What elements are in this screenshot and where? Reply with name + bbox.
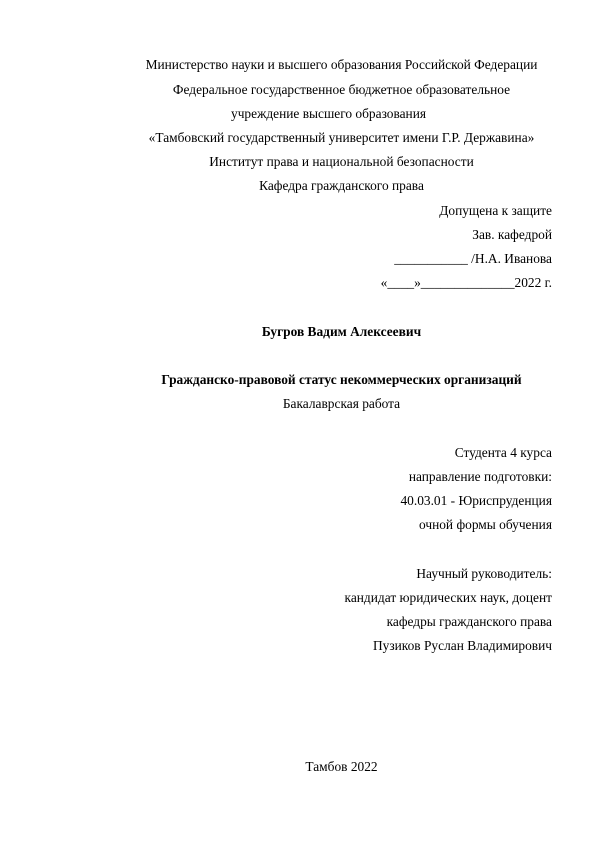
author-name: Бугров Вадим Алексеевич bbox=[261, 324, 422, 339]
student-course: Студента 4 курса bbox=[454, 445, 552, 460]
work-title: Гражданско-правовой статус некоммерческих организаций bbox=[161, 372, 522, 387]
work-type: Бакалаврская работа bbox=[282, 396, 401, 411]
student-direction: 40.03.01 - Юриспруденция bbox=[400, 493, 552, 508]
approval-date: «____»______________2022 г. bbox=[380, 275, 552, 290]
ministry-line: Министерство науки и высшего образования Российской Федерации bbox=[145, 57, 538, 72]
approval-head: Зав. кафедрой bbox=[472, 227, 552, 242]
university-name: «Тамбовский государственный университет имени Г.Р. Державина» bbox=[148, 130, 535, 145]
approval-admitted: Допущена к защите bbox=[439, 203, 552, 218]
department-name: Кафедра гражданского права bbox=[259, 178, 424, 193]
student-form: очной формы обучения bbox=[418, 517, 552, 532]
institution-line-2: учреждение высшего образования bbox=[231, 106, 427, 121]
approval-signature: ___________ /Н.А. Иванова bbox=[394, 251, 552, 266]
supervisor-department: кафедры гражданского права bbox=[386, 614, 552, 629]
student-direction-label: направление подготовки: bbox=[408, 469, 552, 484]
supervisor-label: Научный руководитель: bbox=[416, 566, 552, 581]
supervisor-name: Пузиков Руслан Владимирович bbox=[372, 638, 552, 653]
city-year: Тамбов 2022 bbox=[305, 759, 378, 774]
institute-name: Институт права и национальной безопасности bbox=[209, 154, 474, 169]
supervisor-degree: кандидат юридических наук, доцент bbox=[344, 590, 552, 605]
institution-line-1: Федеральное государственное бюджетное образовательное bbox=[172, 82, 511, 97]
